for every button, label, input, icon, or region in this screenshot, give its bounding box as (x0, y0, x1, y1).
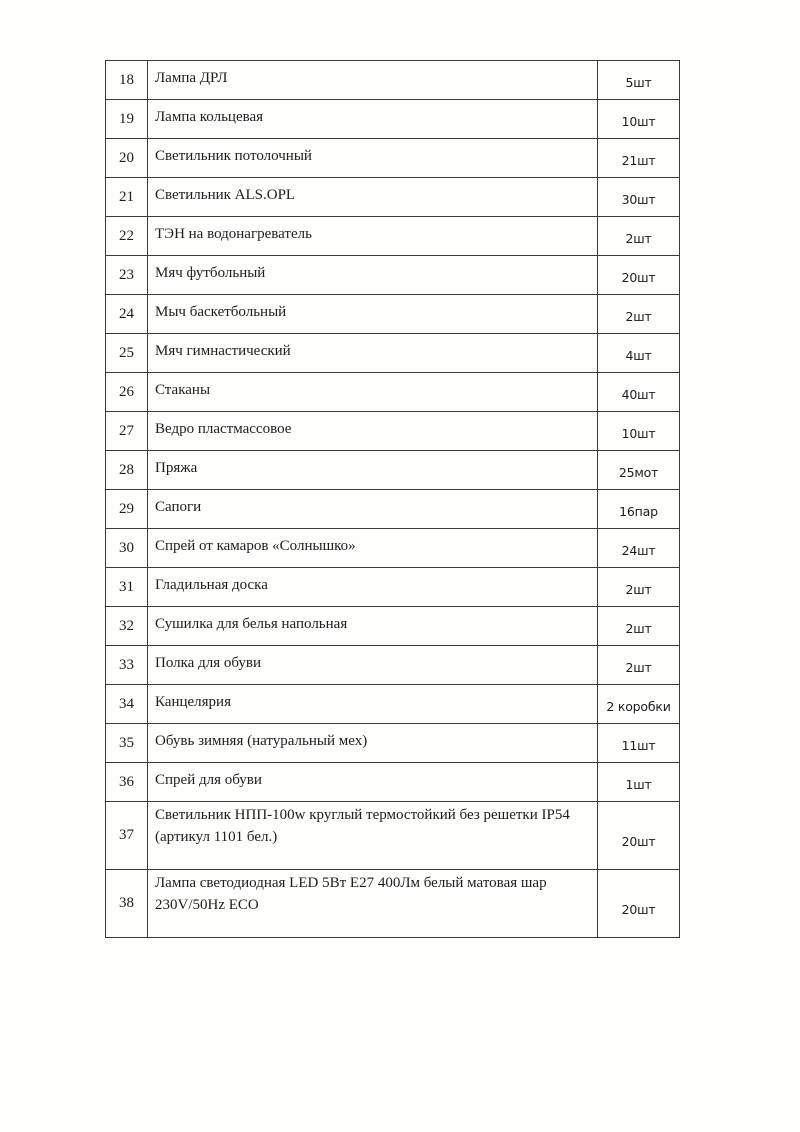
item-name: Обувь зимняя (натуральный мех) (148, 724, 598, 763)
table-row (106, 724, 680, 763)
table-row (106, 295, 680, 334)
row-number: 30 (106, 529, 148, 568)
item-quantity: 10шт (598, 100, 680, 139)
table-row (106, 334, 680, 373)
table-row (106, 178, 680, 217)
table-row (106, 529, 680, 568)
item-quantity: 2шт (598, 217, 680, 256)
row-number: 26 (106, 373, 148, 412)
item-quantity: 2 коробки (598, 685, 680, 724)
row-number: 19 (106, 100, 148, 139)
item-name: Светильник ALS.OPL (148, 178, 598, 217)
table-row (106, 100, 680, 139)
item-name: Лампа кольцевая (148, 100, 598, 139)
item-quantity: 20шт (598, 802, 680, 870)
table-row (106, 139, 680, 178)
item-name: Спрей для обуви (148, 763, 598, 802)
row-number: 27 (106, 412, 148, 451)
item-name: Мяч футбольный (148, 256, 598, 295)
item-name: Лампа ДРЛ (148, 61, 598, 100)
row-number: 21 (106, 178, 148, 217)
row-number: 31 (106, 568, 148, 607)
row-number: 34 (106, 685, 148, 724)
item-name: ТЭН на водонагреватель (148, 217, 598, 256)
table-row (106, 568, 680, 607)
table-row (106, 412, 680, 451)
row-number: 36 (106, 763, 148, 802)
item-name: Полка для обуви (148, 646, 598, 685)
item-name: Мыч баскетбольный (148, 295, 598, 334)
row-number: 37 (106, 802, 148, 870)
item-quantity: 2шт (598, 295, 680, 334)
row-number: 32 (106, 607, 148, 646)
item-quantity: 24шт (598, 529, 680, 568)
item-name: Спрей от камаров «Солнышко» (148, 529, 598, 568)
table-row (106, 802, 680, 870)
item-quantity: 16пар (598, 490, 680, 529)
row-number: 25 (106, 334, 148, 373)
item-quantity: 20шт (598, 870, 680, 938)
item-quantity: 25мот (598, 451, 680, 490)
row-number: 29 (106, 490, 148, 529)
table-row (106, 256, 680, 295)
table-row (106, 646, 680, 685)
row-number: 20 (106, 139, 148, 178)
table-row (106, 373, 680, 412)
table-row (106, 870, 680, 938)
item-quantity: 11шт (598, 724, 680, 763)
table-row (106, 685, 680, 724)
item-name: Сушилка для белья напольная (148, 607, 598, 646)
item-quantity: 2шт (598, 646, 680, 685)
row-number: 33 (106, 646, 148, 685)
table-row (106, 451, 680, 490)
table-row (106, 607, 680, 646)
row-number: 23 (106, 256, 148, 295)
item-name: Мяч гимнастический (148, 334, 598, 373)
row-number: 24 (106, 295, 148, 334)
item-quantity: 21шт (598, 139, 680, 178)
item-quantity: 2шт (598, 607, 680, 646)
table-row (106, 490, 680, 529)
item-name: Стаканы (148, 373, 598, 412)
item-quantity: 30шт (598, 178, 680, 217)
item-name: Лампа светодиодная LED 5Вт Е27 400Лм белый матовая шар 230V/50Hz ECO (148, 870, 598, 938)
item-name: Светильник НПП-100w круглый термостойкий без решетки IP54 (артикул 1101 бел.) (148, 802, 598, 870)
item-quantity: 20шт (598, 256, 680, 295)
table-row (106, 217, 680, 256)
item-name: Светильник потолочный (148, 139, 598, 178)
row-number: 38 (106, 870, 148, 938)
items-table (105, 60, 680, 938)
item-quantity: 40шт (598, 373, 680, 412)
item-name: Ведро пластмассовое (148, 412, 598, 451)
row-number: 18 (106, 61, 148, 100)
row-number: 22 (106, 217, 148, 256)
row-number: 35 (106, 724, 148, 763)
item-quantity: 10шт (598, 412, 680, 451)
item-quantity: 2шт (598, 568, 680, 607)
item-quantity: 1шт (598, 763, 680, 802)
item-name: Пряжа (148, 451, 598, 490)
item-name: Гладильная доска (148, 568, 598, 607)
table-row (106, 763, 680, 802)
row-number: 28 (106, 451, 148, 490)
item-name: Канцелярия (148, 685, 598, 724)
item-quantity: 4шт (598, 334, 680, 373)
item-quantity: 5шт (598, 61, 680, 100)
item-name: Сапоги (148, 490, 598, 529)
table-row (106, 61, 680, 100)
